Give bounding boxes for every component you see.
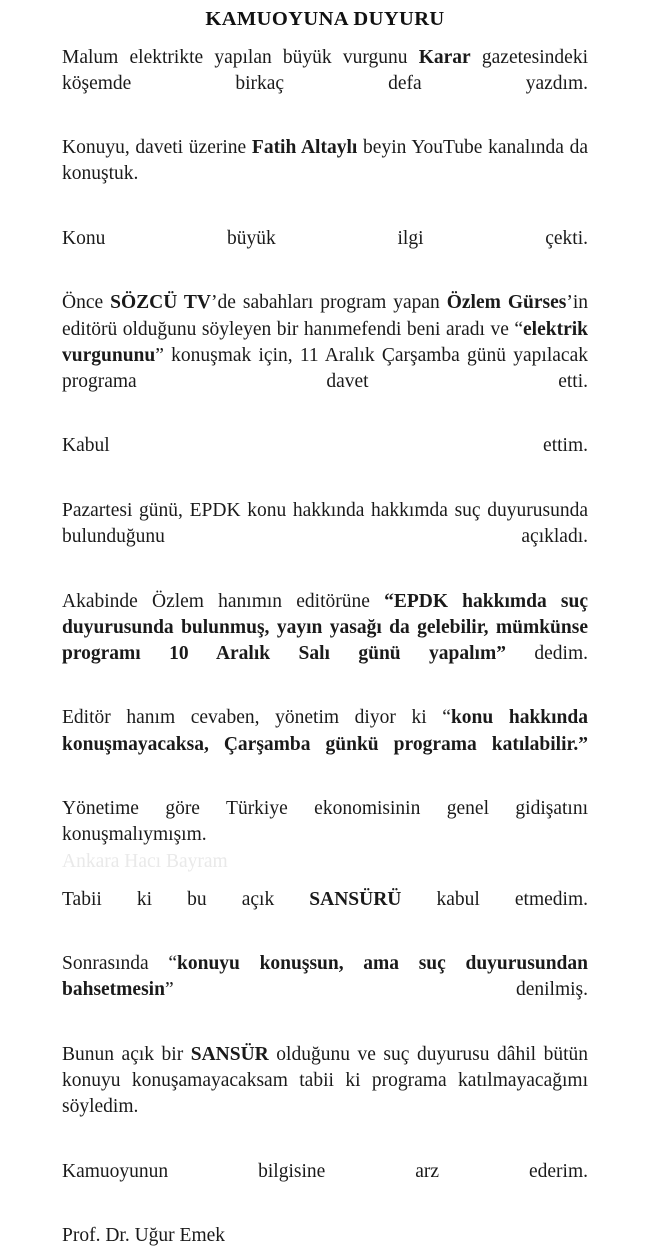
emphasis-run: konu hakkında konuşmayacaksa, Çarşamba günkü programa katılabilir.” xyxy=(62,707,588,755)
paragraph xyxy=(62,433,588,485)
paragraph xyxy=(62,135,588,214)
signature-line: Prof. Dr. Uğur Emek xyxy=(62,1225,226,1247)
emphasis-run: elektrik vurgununu xyxy=(62,318,588,366)
emphasis-run: Özlem Gürses xyxy=(446,292,567,314)
text-run: ’in editörü olduğunu söyleyen bir hanımefendi beni aradı ve “ xyxy=(62,292,589,340)
text-run: Editör hanım cevaben, yönetim diyor ki “ xyxy=(62,707,451,729)
paragraph xyxy=(62,226,588,278)
text-run: Sonrasında “ xyxy=(62,953,177,975)
text-run: Konuyu, daveti üzerine xyxy=(62,137,252,159)
emphasis-run: Fatih Altaylı xyxy=(251,137,358,159)
paragraph xyxy=(62,1042,588,1147)
paragraph xyxy=(62,705,588,784)
paragraph xyxy=(62,951,588,1030)
text-run: Pazartesi günü, EPDK konu hakkında hakkımda suç duyurusunda bulunduğunu açıkladı. xyxy=(62,499,588,548)
text-run: ” konuşmak için, 11 Aralık Çarşamba günü yapılacak programa davet etti. xyxy=(62,344,588,392)
text-run: Bunun açık bir xyxy=(62,1043,191,1065)
text-run: Önce xyxy=(62,292,111,314)
paragraph xyxy=(62,45,588,124)
text-run: olduğunu ve suç duyurusu dâhil bütün konuyu konuşamayacaksam tabii ki programa katılmayacağımı söyledim. xyxy=(62,1043,588,1118)
text-run: Konu büyük ilgi çekti. xyxy=(62,227,588,249)
paragraph xyxy=(62,589,588,694)
paragraph xyxy=(62,1159,588,1211)
text-run: Kamuoyunun bilgisine arz ederim. xyxy=(62,1160,588,1182)
text-run: dedim. xyxy=(505,642,588,664)
emphasis-run: Karar xyxy=(418,46,471,68)
text-run: gazetesindeki köşemde birkaç defa yazdım. xyxy=(62,46,588,94)
text-run: Yönetime göre Türkiye ekonomisinin genel gidişatını konuşmalıymışım. xyxy=(62,798,588,846)
text-run: ” denilmiş. xyxy=(164,979,588,1001)
clipped-tail-line: Ankara Hacı Bayram xyxy=(62,851,228,872)
document-body xyxy=(62,45,588,1212)
paragraph xyxy=(62,887,588,939)
emphasis-run: konuyu konuşsun, ama suç duyurusundan bahsetmesin xyxy=(62,953,588,1001)
emphasis-run: “EPDK hakkımda suç duyurusunda bulunmuş, yayın yasağı da gelebilir, mümkünse programı 10 Aralık Salı günü yapalım” xyxy=(62,590,588,664)
emphasis-run: SANSÜR xyxy=(190,1043,269,1065)
text-run: Kabul ettim. xyxy=(62,435,588,457)
text-run: Malum elektrikte yapılan büyük vurgunu xyxy=(62,46,419,68)
paragraph xyxy=(62,498,588,577)
paragraph xyxy=(62,290,588,421)
page-title: KAMUOYUNA DUYURU xyxy=(205,8,445,30)
text-run: beyin YouTube kanalında da konuştuk. xyxy=(62,137,589,185)
text-run: ’de sabahları program yapan xyxy=(211,292,447,314)
emphasis-run: SÖZCÜ TV xyxy=(110,292,211,314)
text-run: Akabinde Özlem hanımın editörüne xyxy=(62,590,385,612)
emphasis-run: SANSÜRÜ xyxy=(309,888,402,910)
text-run: Tabii ki bu açık xyxy=(62,888,310,910)
text-run: kabul etmedim. xyxy=(401,888,588,910)
